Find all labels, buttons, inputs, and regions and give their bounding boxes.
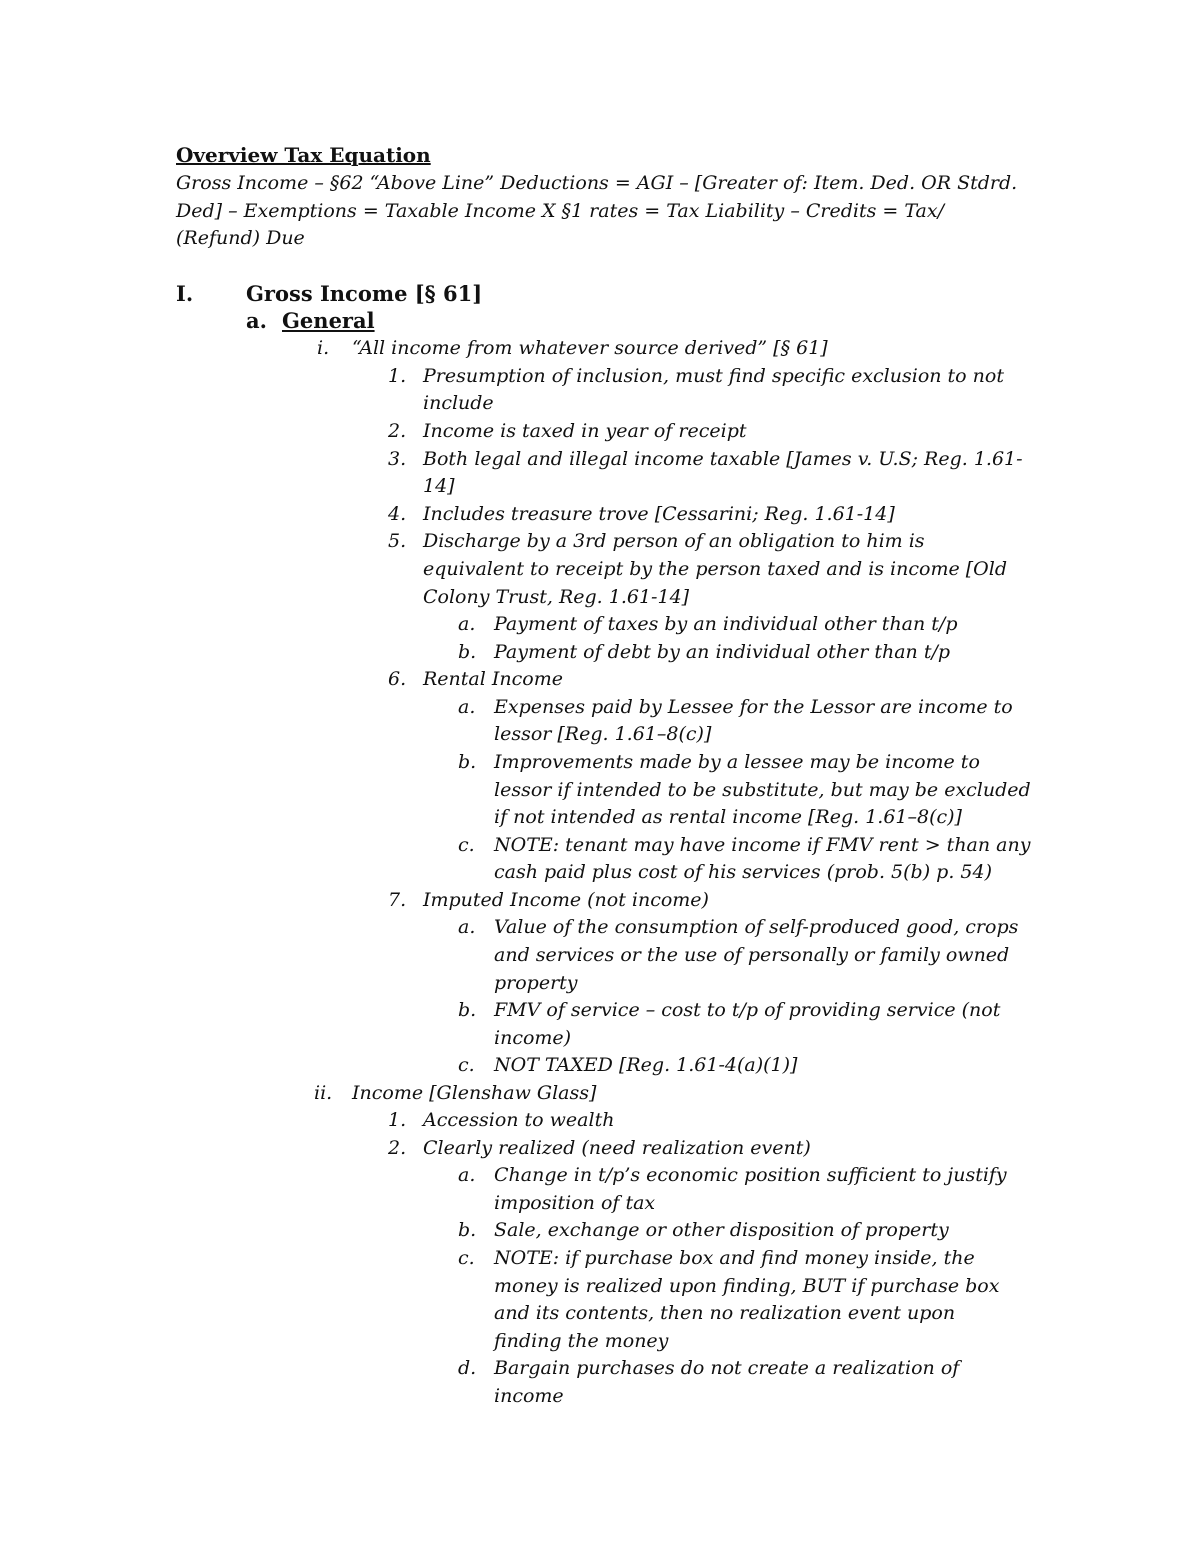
roman-item-text: Income [Glenshaw Glass] — [352, 1082, 597, 1104]
numbered-item-line: include — [423, 392, 494, 414]
numbered-item-line: Colony Trust, Reg. 1.61-14] — [423, 586, 690, 608]
lettered-item-line: Change in t/p’s economic position sufficient to justify — [494, 1164, 1007, 1186]
lettered-marker: b. — [458, 751, 477, 773]
numbered-marker: 2. — [388, 1137, 407, 1159]
document-title: Overview Tax Equation — [176, 143, 431, 167]
numbered-marker: 6. — [388, 668, 407, 690]
lettered-item-line: NOTE: if purchase box and find money inside, the — [494, 1247, 975, 1269]
section-heading: Gross Income [§ 61] — [246, 281, 483, 306]
lettered-item-line: Expenses paid by Lessee for the Lessor are income to — [494, 696, 1013, 718]
numbered-item-line: 14] — [423, 475, 455, 497]
lettered-item-line: lessor [Reg. 1.61–8(c)] — [494, 723, 712, 745]
lettered-item-line: income) — [494, 1027, 572, 1049]
numbered-item-line: Imputed Income (not income) — [423, 889, 709, 911]
lettered-item-line: imposition of tax — [494, 1192, 656, 1214]
numbered-item-line: Clearly realized (need realization event) — [423, 1137, 811, 1159]
numbered-marker: 1. — [388, 365, 407, 387]
numbered-marker: 3. — [388, 448, 407, 470]
lettered-item-line: Improvements made by a lessee may be income to — [494, 751, 980, 773]
lettered-item-line: if not intended as rental income [Reg. 1.61–8(c)] — [494, 806, 962, 828]
lettered-item-line: lessor if intended to be substitute, but may be excluded — [494, 779, 1031, 801]
lettered-item-line: FMV of service – cost to t/p of providing service (not — [494, 999, 1001, 1021]
subsection-heading: General — [282, 308, 375, 333]
lettered-item-line: Payment of taxes by an individual other than t/p — [494, 613, 958, 635]
roman-marker: ii. — [314, 1082, 333, 1104]
section-marker: I. — [176, 281, 194, 306]
numbered-item-line: Income is taxed in year of receipt — [423, 420, 747, 442]
numbered-marker: 2. — [388, 420, 407, 442]
numbered-item-line: Rental Income — [423, 668, 563, 690]
lettered-item-line: Sale, exchange or other disposition of property — [494, 1219, 949, 1241]
lettered-marker: b. — [458, 999, 477, 1021]
lettered-item-line: Payment of debt by an individual other than t/p — [494, 641, 951, 663]
equation-line: Gross Income – §62 “Above Line” Deductions = AGI – [Greater of: Item. Ded. OR Stdrd. — [176, 172, 1018, 194]
numbered-item-line: Discharge by a 3rd person of an obligation to him is — [423, 530, 925, 552]
numbered-item-line: Both legal and illegal income taxable [James v. U.S; Reg. 1.61- — [423, 448, 1023, 470]
numbered-item-line: Includes treasure trove [Cessarini; Reg. 1.61-14] — [423, 503, 895, 525]
lettered-item-line: and services or the use of personally or family owned — [494, 944, 1010, 966]
numbered-marker: 1. — [388, 1109, 407, 1131]
lettered-marker: a. — [458, 613, 476, 635]
lettered-item-line: and its contents, then no realization event upon — [494, 1302, 956, 1324]
equation-line: Ded] – Exemptions = Taxable Income X §1 rates = Tax Liability – Credits = Tax/ — [176, 200, 944, 222]
lettered-item-line: income — [494, 1385, 564, 1407]
roman-item-text: “All income from whatever source derived” [§ 61] — [352, 337, 828, 359]
lettered-marker: b. — [458, 1219, 477, 1241]
numbered-marker: 5. — [388, 530, 407, 552]
lettered-marker: a. — [458, 696, 476, 718]
subsection-marker: a. — [246, 308, 267, 333]
lettered-marker: c. — [458, 1054, 475, 1076]
numbered-item-line: Presumption of inclusion, must find specific exclusion to not — [423, 365, 1004, 387]
equation-line: (Refund) Due — [176, 227, 305, 249]
lettered-item-line: Value of the consumption of self-produced good, crops — [494, 916, 1019, 938]
numbered-marker: 7. — [388, 889, 407, 911]
lettered-item-line: NOTE: tenant may have income if FMV rent > than any — [494, 834, 1031, 856]
lettered-marker: c. — [458, 1247, 475, 1269]
lettered-marker: b. — [458, 641, 477, 663]
numbered-item-line: equivalent to receipt by the person taxed and is income [Old — [423, 558, 1007, 580]
lettered-item-line: cash paid plus cost of his services (prob. 5(b) p. 54) — [494, 861, 992, 883]
numbered-marker: 4. — [388, 503, 407, 525]
roman-marker: i. — [317, 337, 330, 359]
lettered-item-line: NOT TAXED [Reg. 1.61-4(a)(1)] — [494, 1054, 798, 1076]
lettered-marker: a. — [458, 916, 476, 938]
lettered-item-line: money is realized upon finding, BUT if purchase box — [494, 1275, 1000, 1297]
numbered-item-line: Accession to wealth — [423, 1109, 615, 1131]
lettered-item-line: property — [494, 972, 578, 994]
lettered-item-line: Bargain purchases do not create a realization of — [494, 1357, 960, 1379]
lettered-marker: a. — [458, 1164, 476, 1186]
lettered-marker: c. — [458, 834, 475, 856]
lettered-marker: d. — [458, 1357, 477, 1379]
lettered-item-line: finding the money — [494, 1330, 669, 1352]
